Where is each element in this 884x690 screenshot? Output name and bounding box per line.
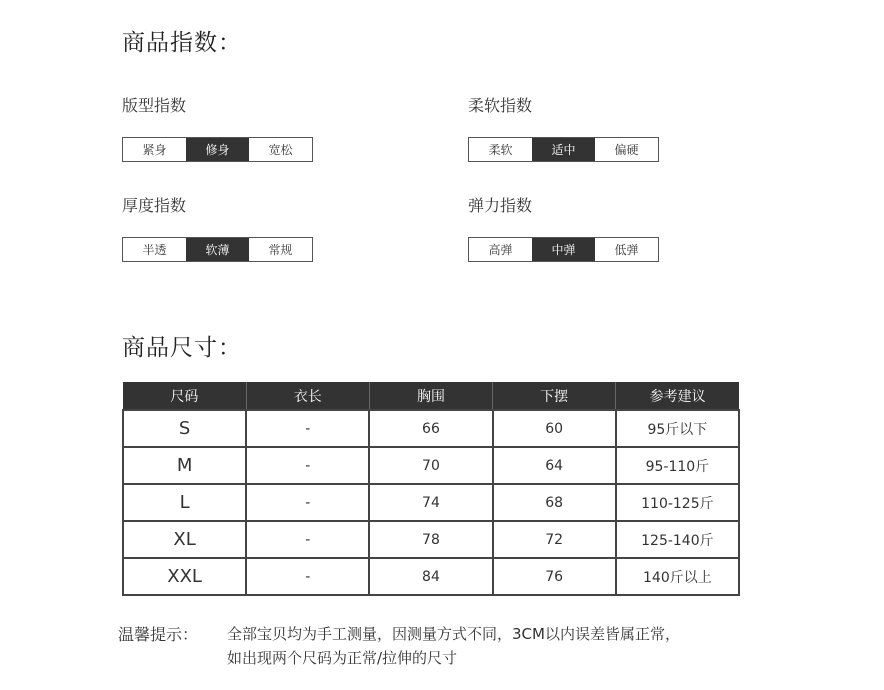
- header-length: 衣长: [246, 382, 369, 410]
- cell-chest: 84: [369, 558, 492, 595]
- fit-option-slim: 修身: [186, 138, 249, 161]
- elasticity-option-high: 高弹: [469, 238, 532, 261]
- elasticity-index-label: 弹力指数: [468, 196, 533, 215]
- cell-size: L: [123, 484, 246, 521]
- size-table-header: [123, 382, 739, 410]
- cell-chest: 70: [369, 447, 492, 484]
- cell-length: -: [246, 410, 369, 447]
- thickness-index-label: 厚度指数: [122, 196, 187, 215]
- fit-option-tight: 紧身: [123, 138, 186, 161]
- product-index-title: 商品指数：: [122, 30, 242, 56]
- cell-size: S: [123, 410, 246, 447]
- elasticity-option-low: 低弹: [595, 238, 658, 261]
- header-chest: 胸围: [369, 382, 492, 410]
- table-row: [123, 558, 739, 595]
- cell-suggestion: 95-110斤: [616, 447, 739, 484]
- thickness-index-selector: [122, 237, 313, 262]
- tip-line-2: 如出现两个尺码为正常/拉伸的尺寸: [227, 649, 458, 667]
- size-table: [122, 382, 740, 596]
- table-row: [123, 484, 739, 521]
- fit-index-selector: [122, 137, 313, 162]
- cell-hem: 68: [493, 484, 616, 521]
- table-row: [123, 521, 739, 558]
- cell-size: M: [123, 447, 246, 484]
- cell-suggestion: 110-125斤: [616, 484, 739, 521]
- header-size: 尺码: [123, 382, 246, 410]
- header-suggestion: 参考建议: [616, 382, 739, 410]
- softness-option-firm: 偏硬: [595, 138, 658, 161]
- tip-line-1: 全部宝贝均为手工测量，因测量方式不同，3CM以内误差皆属正常，: [227, 625, 680, 643]
- cell-hem: 64: [493, 447, 616, 484]
- fit-option-loose: 宽松: [249, 138, 312, 161]
- product-size-title: 商品尺寸：: [122, 335, 242, 361]
- elasticity-option-medium: 中弹: [532, 238, 595, 261]
- header-hem: 下摆: [493, 382, 616, 410]
- softness-option-medium: 适中: [532, 138, 595, 161]
- cell-size: XL: [123, 521, 246, 558]
- elasticity-index-selector: [468, 237, 659, 262]
- fit-index-label: 版型指数: [122, 96, 187, 115]
- table-row: [123, 410, 739, 447]
- cell-suggestion: 95斤以下: [616, 410, 739, 447]
- cell-hem: 76: [493, 558, 616, 595]
- cell-hem: 60: [493, 410, 616, 447]
- thickness-option-thin: 软薄: [186, 238, 249, 261]
- cell-length: -: [246, 447, 369, 484]
- cell-chest: 78: [369, 521, 492, 558]
- cell-chest: 74: [369, 484, 492, 521]
- cell-hem: 72: [493, 521, 616, 558]
- cell-length: -: [246, 484, 369, 521]
- cell-chest: 66: [369, 410, 492, 447]
- cell-suggestion: 125-140斤: [616, 521, 739, 558]
- softness-index-label: 柔软指数: [468, 96, 533, 115]
- thickness-option-regular: 常规: [249, 238, 312, 261]
- softness-index-selector: [468, 137, 659, 162]
- thickness-option-sheer: 半透: [123, 238, 186, 261]
- cell-suggestion: 140斤以上: [616, 558, 739, 595]
- tip-label: 温馨提示：: [118, 625, 199, 644]
- cell-size: XXL: [123, 558, 246, 595]
- table-row: [123, 447, 739, 484]
- tip-text: [227, 622, 847, 670]
- cell-length: -: [246, 558, 369, 595]
- cell-length: -: [246, 521, 369, 558]
- softness-option-soft: 柔软: [469, 138, 532, 161]
